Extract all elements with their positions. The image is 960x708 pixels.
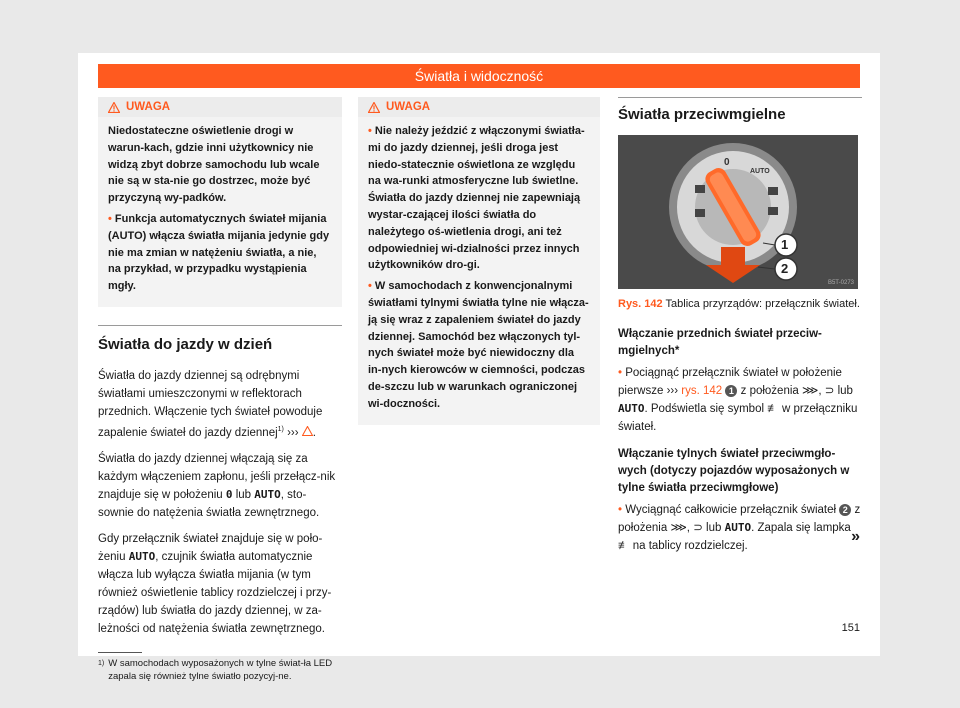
side-light-icon: ⋙ xyxy=(670,522,687,534)
figure-label-zero: 0 xyxy=(724,157,730,168)
cross-ref-arrow[interactable]: ››› xyxy=(666,385,679,397)
fog-body xyxy=(618,326,862,555)
warning-1-text-2: Funkcja automatycznych świateł mijania (AUTO) włącza światła mijania jedynie gdy nie ma zmian w natężeniu światła, a nie, na przykład, w przypadku wystąpienia mgły. xyxy=(108,212,330,293)
drl-p2-text-b: , sto-sownie do natężenia światła zewnętrznego. xyxy=(98,488,320,519)
bullet-icon: • xyxy=(108,212,115,225)
cross-ref-arrow[interactable]: ››› xyxy=(287,426,299,439)
side-light-symbol xyxy=(768,187,778,195)
continue-arrow-icon: » xyxy=(851,528,860,545)
front-fog-instruction: • Pociągnąć przełącznik świateł w położenie pierwsze ››› rys. 142 1 z położenia ⋙, ⊃ lub AUTO. Podświetla się symbol ≢ w przełączniku świateł. xyxy=(618,367,858,433)
fog-light-symbol xyxy=(695,185,705,193)
drl-paragraph-3 xyxy=(98,530,342,638)
warning-box-1 xyxy=(98,97,342,307)
front-fog-text-a: Pociągnąć przełącznik świateł w położenie pierwsze xyxy=(618,367,842,397)
warning-title-1: UWAGA xyxy=(126,101,171,113)
drl-p2-text-a: Światła do jazdy dziennej włączają się za każdym włączeniem zapłonu, jeśli przełącz-nik znajduje się w położeniu xyxy=(98,452,336,501)
auto-symbol: AUTO xyxy=(724,521,752,534)
warning-body-2 xyxy=(358,117,600,425)
rear-fog-instruction: • Wyciągnąć całkowicie przełącznik świateł 2 z położenia ⋙, ⊃ lub AUTO. Zapala się lampka ≢ na tablicy rozdzielczej. xyxy=(618,504,861,552)
side-light-icon: ⋙ xyxy=(802,385,819,397)
warning-triangle-icon xyxy=(108,102,120,113)
rear-fog-text-a: Wyciągnąć całkowicie przełącznik świateł xyxy=(625,504,837,516)
callout-1-badge: 1 xyxy=(725,385,737,397)
callout-2-badge: 2 xyxy=(839,504,851,516)
chapter-header xyxy=(98,64,860,88)
warning-body-1 xyxy=(98,117,342,307)
figure-callout-1: 1 xyxy=(781,237,789,252)
bullet-icon: • xyxy=(618,504,626,516)
low-beam-symbol xyxy=(768,207,778,215)
figure-code: B5T-0273 xyxy=(827,280,854,286)
drl-paragraph-2 xyxy=(98,450,342,522)
rear-fog-text-b: z położenia xyxy=(618,504,861,534)
bullet-icon: • xyxy=(618,367,626,379)
warning-header-1 xyxy=(98,97,342,117)
warning-2-paragraph-2 xyxy=(368,278,590,412)
warning-title-2: UWAGA xyxy=(386,101,431,113)
warning-1-paragraph-1: Niedostateczne oświetlenie drogi w warun-kach, gdzie inni użytkownicy nie widzą zbyt dobrze samochodu lub wcale nie są w sta-nie go dostrzec, może być przyczyną wy-padków. xyxy=(108,125,320,205)
auto-symbol: AUTO xyxy=(128,549,156,563)
column-middle xyxy=(358,97,600,425)
low-beam-icon: ⊃ xyxy=(824,385,835,397)
section-title-drl: Światła do jazdy w dzień xyxy=(98,325,342,353)
low-beam-icon: ⊃ xyxy=(693,522,703,534)
rear-fog-text-e: na tablicy rozdzielczej. xyxy=(632,540,748,552)
rear-fog-lamp-icon: ≢ xyxy=(618,540,630,552)
drl-p3-text-b: , czujnik światła automatycznie włącza lub wyłącza światła mijania (w tym również oświetlenie tablicy rozdzielczej i przy-rządów) lub światła do jazdy dziennej, w za-leżności od natężenia światła zewnętrznego. xyxy=(98,550,332,635)
front-fog-text-d: . Podświetla się symbol xyxy=(644,403,765,415)
bullet-icon: • xyxy=(368,125,375,137)
bullet-icon: • xyxy=(368,280,375,293)
figure-ref: Rys. 142 xyxy=(618,298,663,310)
footnote-number: 1) xyxy=(98,659,105,667)
warning-2-text-2: W samochodach z konwencjonalnymi światłami tylnymi światła tylne nie włącza-ją się wraz z zapaleniem świateł do jazdy dziennej. Samochód bez włączonych tyl-nych świateł może być niewidoczny dla in-nych kierowców w ciemności, podczas de-szczu lub w warunkach ograniczonej wi-doczności. xyxy=(368,280,589,410)
page-number: 151 xyxy=(841,622,860,634)
drl-body xyxy=(98,367,342,638)
footnote-divider xyxy=(98,652,142,653)
warning-triangle-icon[interactable] xyxy=(302,426,313,436)
drl-p1-text: Światła do jazdy dziennej są odrębnymi światłami umieszczonymi w reflektorach przednich. Włączenie tych świateł powoduje zapalenie świateł do jazdy dziennej xyxy=(98,369,323,439)
warning-header-2 xyxy=(358,97,600,117)
front-fog-text-b: z położenia xyxy=(740,385,799,397)
manual-page xyxy=(78,53,880,683)
rear-fog-light-symbol xyxy=(695,209,705,217)
warning-2-paragraph-1 xyxy=(368,123,590,274)
warning-triangle-icon xyxy=(368,102,380,113)
fog-light-icon: ≢ xyxy=(767,403,779,415)
switch-position-0-symbol: 0 xyxy=(225,487,233,501)
front-fog-or: lub xyxy=(837,385,853,397)
figure-caption-text: Tablica przyrządów: przełącznik świateł. xyxy=(665,298,860,310)
drl-p3-text-a: Gdy przełącznik świateł znajduje się w poło-żeniu xyxy=(98,532,323,563)
light-switch-figure xyxy=(618,135,858,289)
figure-label-auto: AUTO xyxy=(750,168,770,175)
front-fog-text-e: w przełączniku świateł. xyxy=(618,403,858,433)
footnote-marker[interactable]: 1) xyxy=(277,425,284,433)
chapter-title: Światła i widoczność xyxy=(414,68,544,84)
warning-2-text-1: Nie należy jeździć z włączonymi światła-mi do jazdy dziennej, jeśli droga jest niedo-statecznie oświetlona ze względu na wa-runki atmosferyczne lub świetlne. Światła do jazdy dziennej nie zapewniają wystar-czającej ilości światła do należytego oś-wietlenia drogi, ani też odpowiedniej wi-dzialności przez innych użytkowników dro-gi. xyxy=(368,125,585,272)
light-switch-illustration xyxy=(618,135,858,289)
figure-cross-ref[interactable]: rys. 142 xyxy=(681,385,723,397)
auto-symbol: AUTO xyxy=(254,487,281,501)
drl-p2-or: lub xyxy=(235,488,252,501)
figure-callout-2: 2 xyxy=(781,261,789,276)
rear-fog-heading: Włączanie tylnych świateł przeciwmgło-wych (dotyczy pojazdów wyposażonych w tylne światła przeciwmgłowe) xyxy=(618,448,850,494)
column-left xyxy=(98,97,342,684)
column-right xyxy=(618,97,862,565)
front-fog-heading: Włączanie przednich świateł przeciw-mgielnych* xyxy=(618,328,822,357)
footnote-text: W samochodach wyposażonych w tylne świat-ła LED zapala się również tylne światło pozycyj-ne. xyxy=(108,657,333,683)
drl-paragraph-1: Światła do jazdy dziennej są odrębnymi światłami umieszczonymi w reflektorach przednich. Włączenie tych świateł powoduje zapalenie świateł do jazdy dziennej$^{1)}$ ››› . xyxy=(98,369,323,439)
warning-box-2 xyxy=(358,97,600,425)
rear-fog-or: lub xyxy=(706,522,722,534)
footnote xyxy=(98,657,342,684)
figure-caption xyxy=(618,297,862,312)
rear-fog-text-d: . Zapala się lampka xyxy=(751,522,851,534)
warning-1-paragraph-2 xyxy=(108,211,332,295)
section-title-fog: Światła przeciwmgielne xyxy=(618,97,862,123)
auto-symbol: AUTO xyxy=(618,402,645,415)
